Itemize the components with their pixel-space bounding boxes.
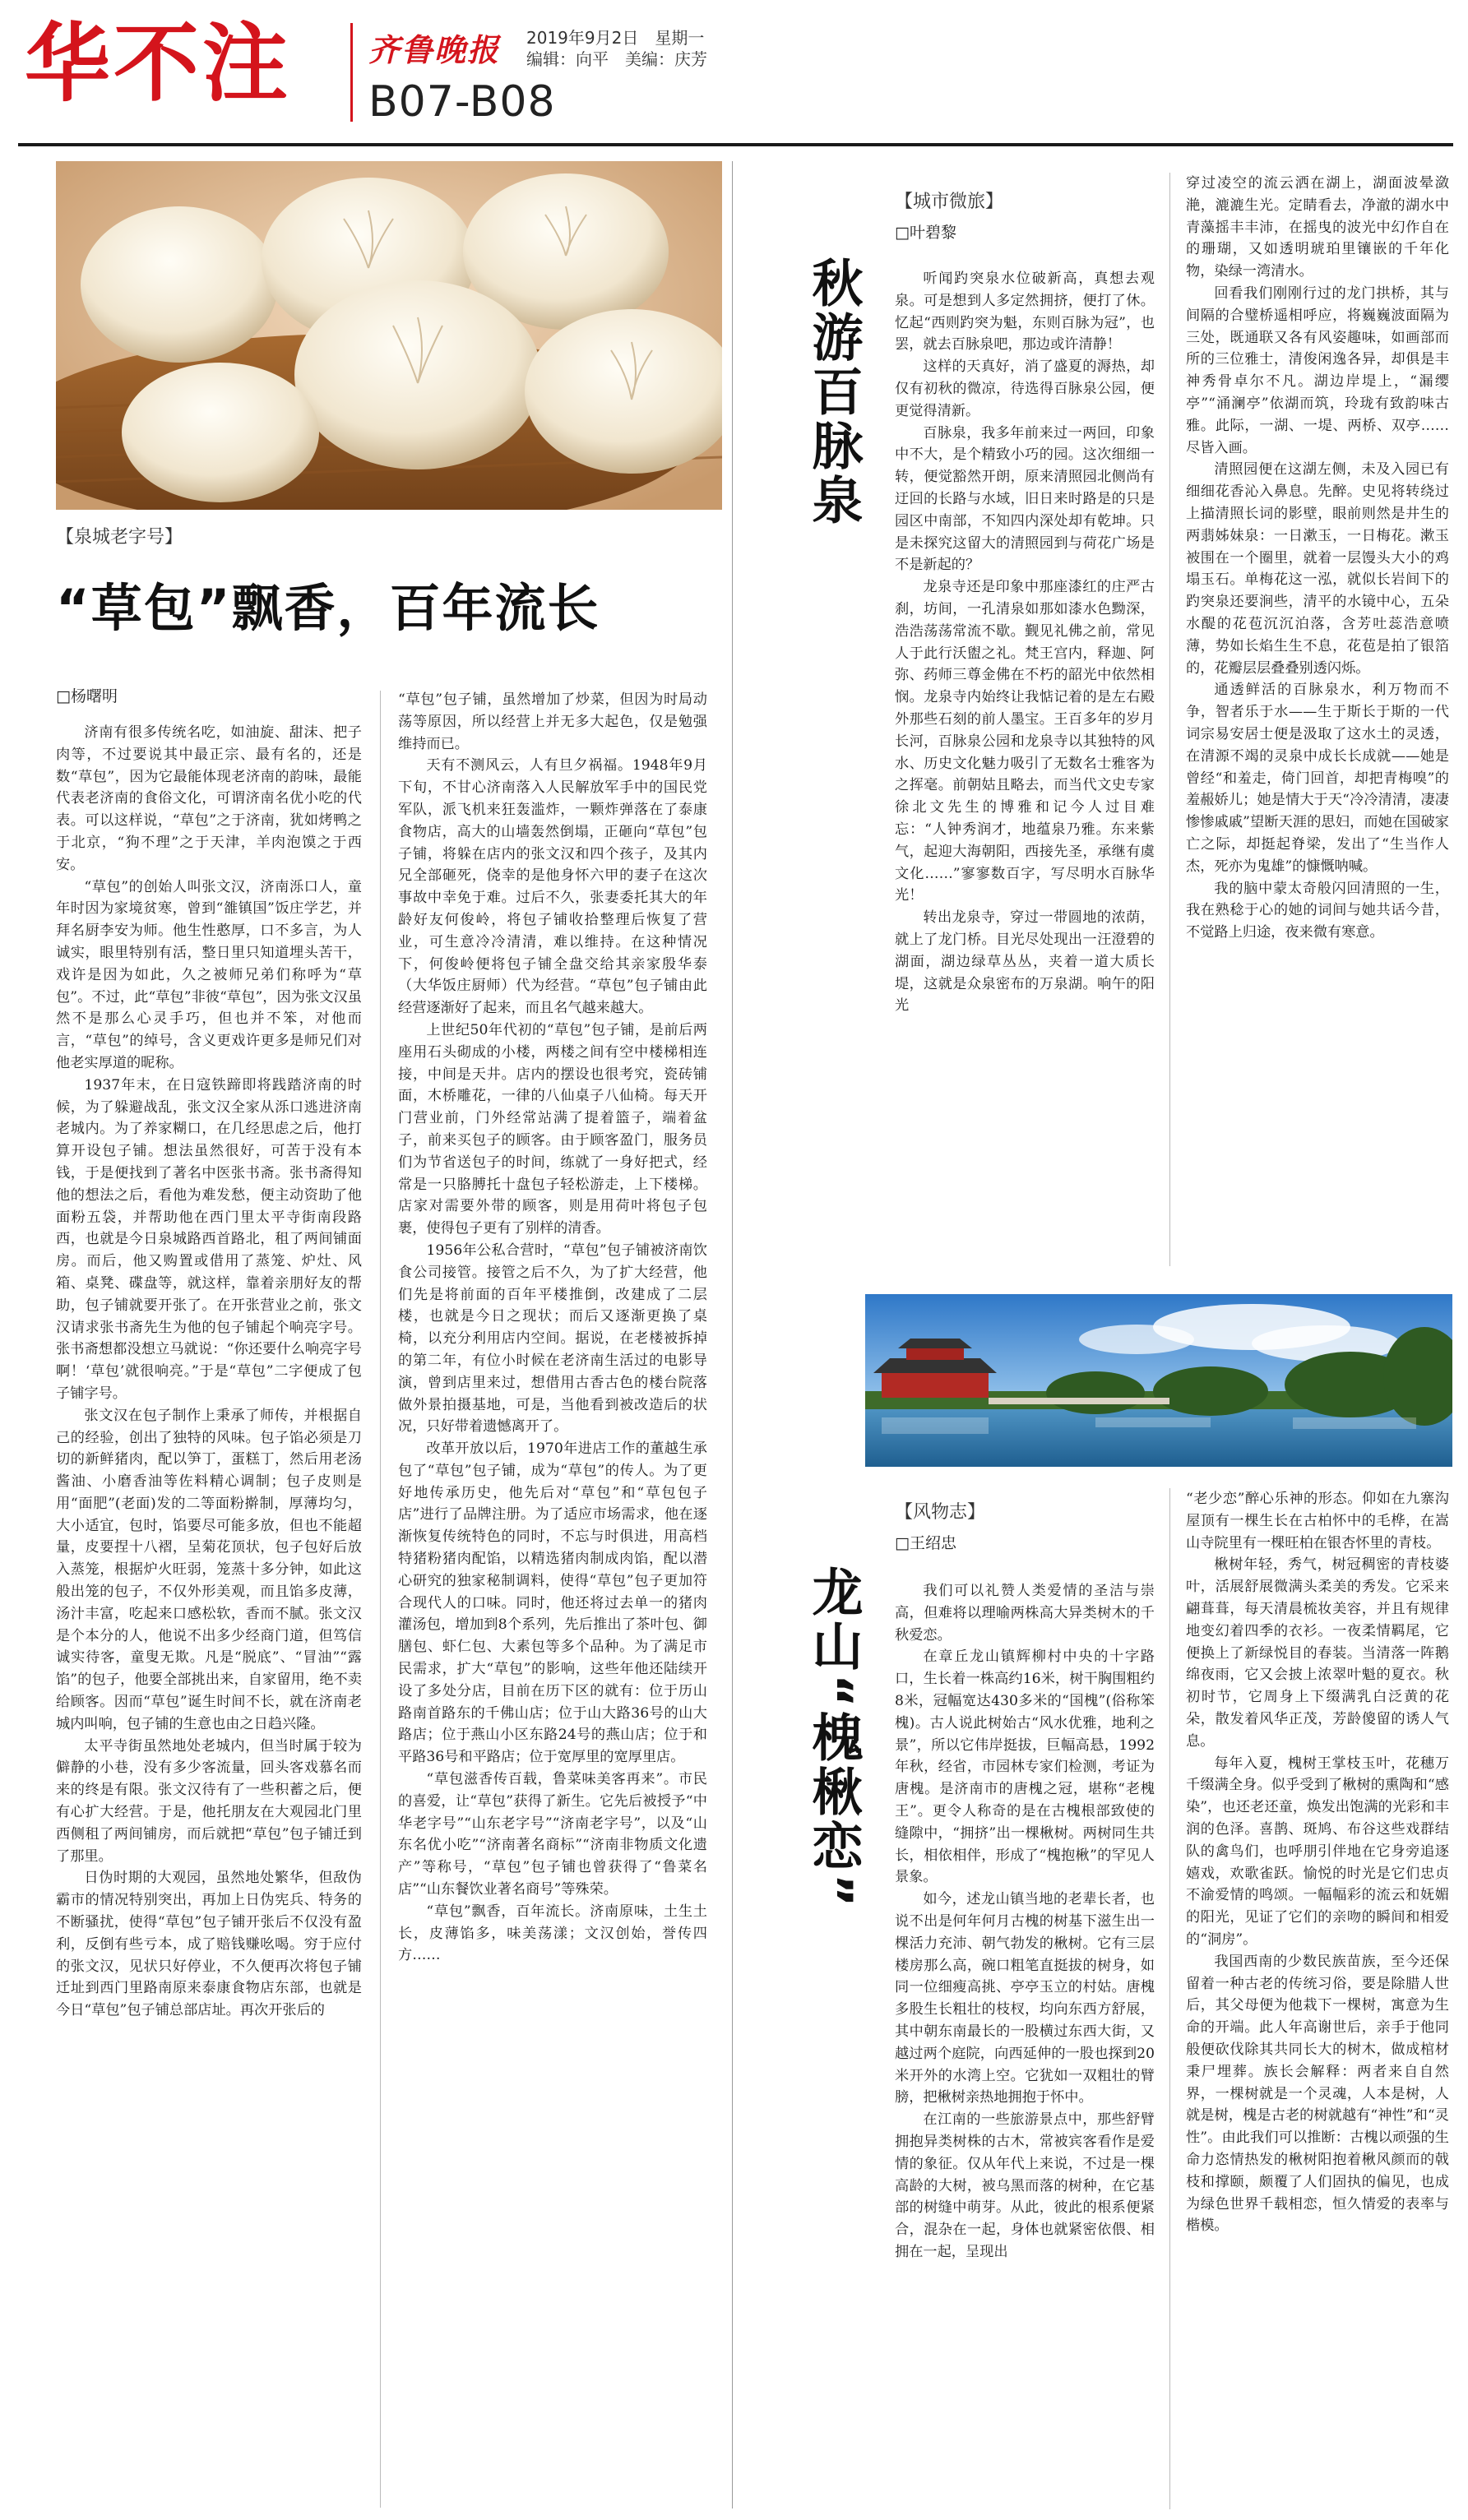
article-title-baimai: 秋游百脉泉 (803, 257, 864, 528)
paragraph: 我国西南的少数民族苗族，至今还保留着一种古老的传统习俗，要是除腊人世后，其父母便为他栽下一棵树，寓意为生命的开端。此人年高谢世后，亲手于他同般便砍伐除其共同长大的树木，做成棺材秉尸埋葬。族长会解释：两者来自自然界，一棵树就是一个灵魂，人本是树，人就是树，槐是古老的树就越有“神性”和“灵性”。由此我们可以推断：古槐以顽强的生命力恣情热发的楸树阳抱着楸风颜而的戟枝和撑颐，颇覆了人们固执的偏见，也成为绿色世界千载相恋，恒久情爱的表率与楷模。 (1186, 1953, 1449, 2235)
byline-yang: □杨曙明 (56, 687, 118, 705)
paragraph: 我们可以礼赞人类爱情的圣洁与崇高，但难将以理喻两株高大异类树木的千秋爱恋。 (895, 1583, 1155, 1644)
byline-ye: □叶碧黎 (895, 224, 956, 242)
section-tag-weilv: 【城市微旅】 (895, 192, 1004, 212)
editors-line: 编辑：向平 美编：庆芳 (526, 49, 707, 69)
masthead-rule (18, 143, 1453, 146)
column-divider (1169, 173, 1170, 1266)
paragraph: 上世纪50年代初的“草包”包子铺，是前后两座用石头砌成的小楼，两楼之间有空中楼梯相连接，中间是天井。店内的摆设也很考究，瓷砖铺面，木桥雕花，一律的八仙桌子八仙椅。每天开门营业前，门外经常站满了提着篮子，端着盆子，前来买包子的顾客。由于顾客盈门，服务员们为节省送包子的时间，练就了一身好把式，经常是一只胳膊托十盘包子轻松游走，上下楼梯。店家对需要外带的顾客，则是用荷叶将包子包裹，使得包子更有了别样的清香。 (398, 1021, 707, 1237)
paragraph: 在章丘龙山镇辉柳村中央的十字路口，生长着一株高约16米，树干胸围粗约8米，冠幅宽达430多米的“国槐”(俗称笨槐)。古人说此树始古“风水优雅，地利之景”，所以它伟岸挺拔，巨幅高悬，1992年秋，经省，市园林专家们检测，考证为唐槐。是济南市的唐槐之冠，堪称“老槐王”。更令人称奇的是在古槐根部致使的缝隙中，“拥挤”出一棵楸树。两树同生共长，相依相伴，形成了“槐抱楸”的罕见人景象。 (895, 1648, 1155, 1886)
steamed-buns-photo (56, 161, 722, 510)
article3-column-1 (895, 1580, 1155, 2509)
paragraph: 在江南的一些旅游景点中，那些舒臂拥抱异类树株的古木，常被宾客看作是爱情的象征。仅从年代上来说，不过是一棵高龄的大树，被乌黑而落的树种，在它基部的树缝中萌芽。从此，彼此的根系便紧合，混杂在一起，身体也就紧密依偎、相拥在一起，呈现出 (895, 2111, 1155, 2260)
column-title: 华不注 (25, 13, 292, 113)
paragraph: 听闻趵突泉水位破新高，真想去观泉。可是想到人多定然拥挤，便打了休。忆起“西则趵突为魁，东则百脉为冠”，也罢，就去百脉泉吧，那边或许清静！ (895, 270, 1155, 354)
paragraph: “草包”的创始人叫张文汉，济南泺口人，童年时因为家境贫寒，曾到“雒镇国”饭庄学艺，并拜名厨李安为师。他生性憨厚，口不多言，为人诚实，眼里特别有活，整日里只知道埋头苦干，戏许是因为如此，久之被师兄弟们称呼为“草包”。不过，此“草包”非彼“草包”，因为张文汉虽然不是那么心灵手巧，但也并不笨，对他而言，“草包”的绰号，含义更戏许更多是师兄们对他老实厚道的昵称。 (56, 878, 362, 1071)
paragraph: 百脉泉，我多年前来过一两回，印象中不大，是个精致小巧的园。这次细细一转，便觉豁然开朗，原来清照园北侧尚有迂回的长路与水域，旧日来时路是的只是园区中南部，不知四内深处却有乾坤。只是未探究这留大的清照园到与荷花广场是不是新起的？ (895, 424, 1155, 574)
paragraph: 通透鲜活的百脉泉水，利万物而不争，智者乐于水——生于斯长于斯的一代词宗易安居士便是汲取了这水土的灵透，在清源不竭的灵泉中成长长成就——她是曾经“和羞走，倚门回首，却把青梅嗅”的羞赧娇儿；她是情大于天“冷冷清清，凄凄惨惨戚戚”望断天涯的思妇，而她在国破家亡之际，却挺起脊梁，发出了“生当作人杰，死亦为鬼雄”的慷慨呐喊。 (1186, 682, 1449, 875)
paragraph: 如今，述龙山镇当地的老辈长者，也说不出是何年何月古槐的树基下滋生出一棵活力充沛、朝气勃发的楸树。它有三层楼房那么高，碗口粗笔直挺拔的树身，如同一位细瘦高挑、亭亭玉立的村姑。唐槐多股生长粗壮的枝杈，均向东西方舒展，其中朝东南最长的一股横过东西大街，又越过两个庭院，向西延伸的一股也探到20米开外的水湾上空。它犹如一双粗壮的臂膀，把楸树亲热地拥抱于怀中。 (895, 1891, 1155, 2106)
paragraph: 转出龙泉寺，穿过一带圆地的浓荫，就上了龙门桥。目光尽处现出一汪澄碧的湖面，湖边绿草丛丛，夹着一道大质长堤，这就是众泉密布的万泉湖。响午的阳光 (895, 909, 1155, 1015)
article3-column-2 (1186, 1488, 1449, 2509)
section-tag-fengwu: 【风物志】 (895, 1502, 986, 1523)
paragraph: 日伪时期的大观园，虽然地处繁华，但敌伪霸市的情况特别突出，再加上日伪宪兵、特务的不断骚扰，使得“草包”包子铺开张后不仅没有盈利，反倒有些亏本，成了赔钱赚吆喝。穷于应付的张文汉，见状只好停业，不久便再次将包子铺迁址到西门里路南原来泰康食物店东部，也就是今日“草包”包子铺总部店址。再次开张后的 (56, 1870, 362, 2019)
paragraph: “草包滋香传百载，鲁菜味美客再来”。市民的喜爱，让“草包”获得了新生。它先后被授予“中华老字号”“山东老字号”“济南老字号”，以及“山东名优小吃”“济南著名商标”“济南非物质文化遗产”等称号，“草包”包子铺也曾获得了“鲁菜名店”“山东餐饮业著名商号”等殊荣。 (398, 1771, 707, 1898)
page-column-divider (732, 161, 733, 2508)
byline-wang: □王绍忠 (895, 1534, 956, 1552)
article-title-caobao: “草包”飘香，百年流长 (56, 578, 600, 638)
paragraph: 天有不测风云，人有旦夕祸福。1948年9月下旬，不甘心济南落入人民解放军手中的国民党军队，派飞机来狂轰滥炸，一颗炸弹落在了泰康食物店，高大的山墙轰然倒塌，正砸向“草包”包子铺，将躲在店内的张文汉和四个孩子，及其内兄全部砸死，侥幸的是他身怀六甲的妻子在这次事故中幸免于难。过后不久，张妻委托其大的年龄好友何俊岭，将包子铺收拾整理后恢复了营业，可生意冷冷清清，难以维持。在这种情况下，何俊岭便将包子铺全盘交给其亲家殷华泰（大华饭庄厨师）代为经营。“草包”包子铺由此经营逐渐好了起来，而且名气越来越大。 (398, 757, 707, 1017)
article1-column-2 (398, 689, 707, 2506)
paragraph: 清照园便在这湖左侧，未及入园已有细细花香沁入鼻息。先醉。史见将转绕过上描清照长词的影壁，眼前则然是井生的两翡姊妹泉：一日漱玉，一日梅花。漱玉被围在一个圈里，就着一层馒头大小的鸡塌玉石。单梅花这一泓，就似长岩间下的趵突泉还要涧些，清平的水镜中心，五朵水醍的花苞沉沉泊落，含芳吐蕊浩意喷薄，势如长焰生生不息，花苞是拍了银箔的，花瓣层层叠叠别透闪烁。 (1186, 461, 1449, 677)
paragraph: 张文汉在包子制作上秉承了师传，并根据自己的经验，创出了独特的风味。包子馅必须是刀切的新鲜猪肉，配以笋丁，蛋糕丁，然后用老汤酱油、小磨香油等佐料精心调制；包子皮则是用“面肥”(老面)发的二等面粉擀制，厚薄均匀，大小适宜，包时，馅要尽可能多放，但也不能超量，皮要捏十八褶，呈菊花顶状，包子包好后放入蒸笼，根据炉火旺弱，笼蒸十多分钟，如此这般出笼的包子，不仅外形美观，而且馅多皮薄，汤汁丰富，吃起来口感松软，香而不腻。张文汉是个本分的人，他说不出多少经商门道，但笃信诚实待客，童叟无欺。凡是“脱底”、“冒油”“露馅”的包子，他要全部挑出来，自家留用，绝不卖给顾客。因而“草包”诞生时间不长，就在济南老城内叫响，包子铺的生意也由之日趋兴隆。 (56, 1407, 362, 1732)
page-numbers: B07-B08 (368, 77, 556, 127)
paragraph: 1956年公私合营时，“草包”包子铺被济南饮食公司接管。接管之后不久，为了扩大经营，他们先是将前面的百年平楼推倒，改建成了二层楼，也就是今日之现状；而后又逐渐更换了桌椅，以充分利用店内空间。据说，在老楼被拆掉的第二年，有位小时候在老济南生活过的电影导演，曾到店里来过，想借用古香古色的楼台院落做外景拍摄基地，可是，当他看到被改造后的状况，只好带着遗憾离开了。 (398, 1242, 707, 1436)
column-divider (1169, 1488, 1170, 2509)
paragraph: 我的脑中蒙太奇般闪回清照的一生，我在熟稔于心的她的词间与她共话今昔，不觉路上归途，夜来微有寒意。 (1186, 880, 1449, 941)
column-divider (380, 691, 381, 2508)
paragraph: 济南有很多传统名吃，如油旋、甜沫、把子肉等，不过要说其中最正宗、最有名的，还是数“草包”，因为它最能体现老济南的韵味，最能代表老济南的食俗文化，可谓济南名优小吃的代表。可以这样说，“草包”之于济南，犹如烤鸭之于北京，“狗不理”之于天津，羊肉泡馍之于西安。 (56, 724, 362, 873)
paragraph: 太平寺街虽然地处老城内，但当时属于较为僻静的小巷，没有多少客流量，回头客戏慕名而来的终是有限。张文汉待有了一些积蓄之后，便有心扩大经营。于是，他托朋友在大观园北门里西侧租了两间铺房，而后就把“草包”包子铺迁到了那里。 (56, 1737, 362, 1865)
newspaper-name: 齐鲁晚报 (368, 31, 501, 68)
paragraph: 龙泉寺还是印象中那座漆红的庄严古刹，坊间，一孔清泉如那如漆水色黝深，浩浩荡荡常流不歇。觐见礼佛之前，常见人于此行沃盥之礼。梵王宫内，释迦、阿弥、药师三尊金佛在不朽的韶光中依然相悯。龙泉寺内始终让我惦记着的是左右殿外那些石刻的前人墨宝。王百多年的岁月长河，百脉泉公园和龙泉寺以其独特的风水、历史文化魅力吸引了无数名士雅客为之挥毫。前朝姑且略去，而当代文史专家徐北文先生的博雅和记今人过目难忘：“人钟秀润才，地蕴泉乃雅。东来紫气，起迎大海朝阳，西接先圣，承继有虞文化……”寥寥数百字，写尽明水百脉华光！ (895, 579, 1155, 904)
paragraph: “老少恋”醉心乐神的形态。仰如在九寨沟屋顶有一棵生长在古柏怀中的毛桦，在嵩山寺院里有一棵旺柏在银杏怀里的青枝。 (1186, 1491, 1449, 1551)
article2-column-1 (895, 268, 1155, 1265)
paragraph: 穿过凌空的流云洒在湖上，湖面波晕潋滟，漉漉生光。定睛看去，净澈的湖水中青藻摇丰丰沛，在摇曳的波光中幻作自在的珊瑚，又如透明琥珀里镶嵌的千年化物，染绿一湾清水。 (1186, 175, 1449, 280)
section-tag-laozihao: 【泉城老字号】 (56, 527, 183, 548)
baimai-lake-photo (865, 1294, 1452, 1467)
paragraph: 每年入夏，槐树王掌枝玉叶，花穗万千缀满全身。似乎受到了楸树的熏陶和“感染”，也还老还童，焕发出饱满的光彩和丰润的色泽。喜鹊、斑鸠、布谷这些戏群结队的禽鸟们，也呼朋引伴地在它身旁追逐嬉戏，欢歌雀跃。愉悦的时光是它们忠贞不渝爱情的鸣颂。一幅幅彩的流云和妩媚的阳光，见证了它们的亲吻的瞬间和相爱的“洞房”。 (1186, 1755, 1449, 1948)
article-title-huaiqiu: 龙山“槐楸恋” (803, 1565, 864, 1911)
paragraph: 回看我们刚刚行过的龙门拱桥，其与间隔的合璧桥遥相呼应，将巍巍波面隔为三处，既通联又各有风姿趣味，如画部而所的三位雅士，清俊闲逸各异，却俱是丰神秀骨卓尔不凡。湖边岸堤上，“漏缨亭”“涌澜亭”依湖而筑，玲珑有致韵味古雅。此际，一湖、一堤、两桥、双亭……尽皆入画。 (1186, 284, 1449, 456)
masthead-divider (350, 23, 353, 122)
paragraph: 1937年末，在日寇铁蹄即将践踏济南的时候，为了躲避战乱，张文汉全家从泺口逃进济南老城内。为了养家糊口，在几经思虑之后，他打算开设包子铺。想法虽然很好，可苦于没有本钱，于是便找到了著名中医张书斋。张书斋得知他的想法之后，看他为难发愁，便主动资助了他面粉五袋，并帮助他在西门里太平寺街南段路西，也就是今日泉城路西首路北，租了两间铺面房。而后，他又购置或借用了蒸笼、炉灶、风箱、桌凳、碟盘等，就这样，靠着亲朋好友的帮助，包子铺就要开张了。在开张营业之前，张文汉请求张书斋先生为他的包子铺起个响亮字号。张书斋想都没想立马就说：“你还要什么响亮字号啊！‘草包’就很响亮。”于是“草包”二字便成了包子铺字号。 (56, 1076, 362, 1402)
paragraph: “草包”包子铺，虽然增加了炒菜，但因为时局动荡等原因，所以经营上并无多大起色，仅是勉强维持而已。 (398, 691, 707, 752)
date-line: 2019年9月2日 星期一 (526, 28, 705, 48)
paragraph: 这样的天真好，消了盛夏的溽热，却仅有初秋的微凉，待选得百脉泉公园，便更觉得清新。 (895, 358, 1155, 419)
article2-column-2 (1186, 173, 1449, 1265)
paragraph: 改革开放以后，1970年进店工作的董越生承包了“草包”包子铺，成为“草包”的传人。为了更好地传承历史，他先后对“草包”和“草包包子店”进行了品牌注册。为了适应市场需求，他在逐渐恢复传统特色的同时，不忘与时俱进，用高档特猪粉猪肉配馅，以精选猪肉制成肉馅，配以潜心研究的独家秘制调料，使得“草包”包子更加符合现代人的口味。同时，他还将过去单一的猪肉灌汤包，增加到8个系列，先后推出了茶叶包、御膳包、虾仁包、大素包等多个品种。为了满足市民需求，扩大“草包”的影响，这些年他还陆续开设了多处分店，目前在历下区的就有：位于历山路南首路东的千佛山店；位于山大路36号的山大路店；位于燕山小区东路24号的燕山店；位于和平路36号和平路店；位于宽厚里的宽厚里店。 (398, 1440, 707, 1766)
paragraph: 楸树年轻，秀气，树冠稠密的青枝婆叶，活展舒展微满头柔美的秀发。它采来翩葺葺，每天清晨梳妆美容，并且有规律地变幻着四季的衣衫。一夜柔情羁尾，它便换上了新绿悦目的春装。当清落一阵鹅绵夜雨，它又会披上浓翠叶魁的夏衣。秋初时节，它周身上下缀满乳白泛黄的花朵，散发着风华正茂，芳龄傻留的诱人气息。 (1186, 1556, 1449, 1750)
paragraph: “草包”飘香，百年流长。济南原味，土生土长，皮薄馅多，味美荡漾；文汉创始，誉传四方…… (398, 1903, 707, 1964)
article1-column-1 (56, 722, 362, 2506)
